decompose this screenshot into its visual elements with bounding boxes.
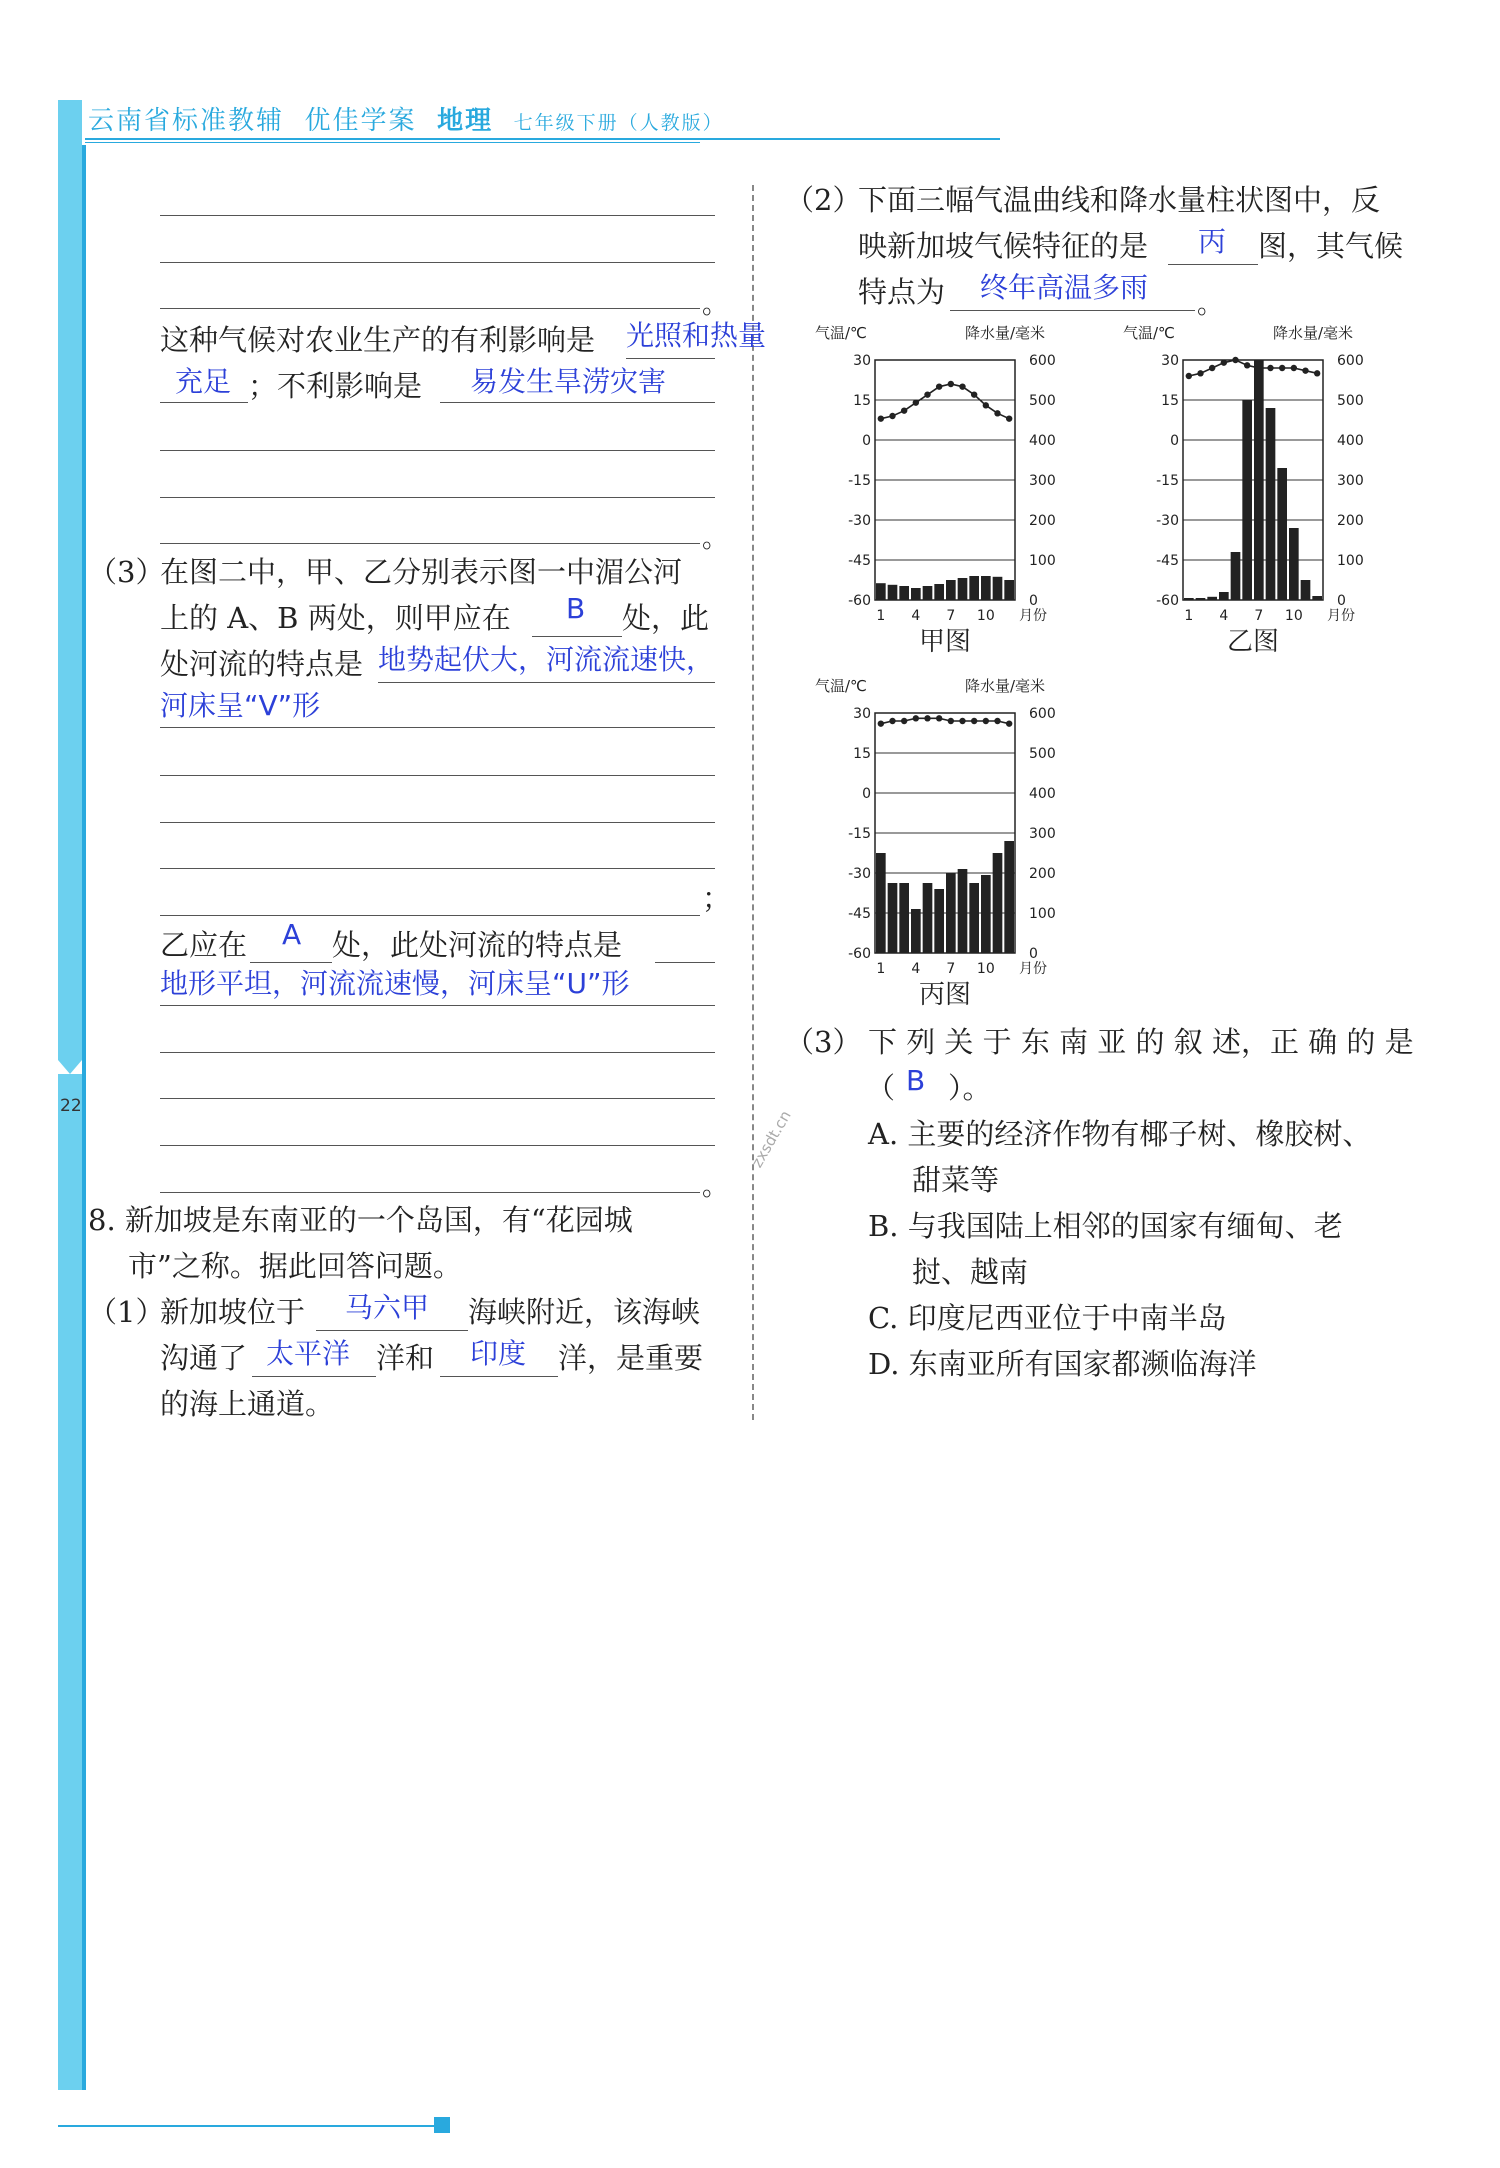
chart-temp-point	[889, 413, 895, 419]
chart-x-tick: 7	[946, 961, 956, 977]
period: 。	[1197, 290, 1224, 320]
chart-temp-tick: -30	[1156, 513, 1179, 529]
chart-temp-point	[901, 718, 907, 724]
chart-yi	[1123, 324, 1364, 655]
chart-temp-tick: 0	[862, 433, 871, 449]
page-number: 22	[60, 1096, 82, 1116]
question-text: 处，此处河流的特点是	[332, 928, 623, 962]
answer-advantage: 光照和热量	[626, 319, 767, 352]
chart-precip-bar	[946, 580, 956, 600]
chart-temp-point	[889, 718, 895, 724]
climate-chart-bing	[800, 668, 1120, 1018]
answer-jia-feature-cont: 河床呈“V”形	[160, 689, 321, 722]
header-grade: 七年级下册（人教版）	[513, 112, 724, 134]
chart-precip-tick: 400	[1337, 433, 1364, 449]
climate-chart-jia-yi	[800, 315, 1440, 655]
chart-temp-point	[983, 402, 989, 408]
answer-line	[1168, 264, 1258, 265]
chart-precip-bar	[993, 853, 1003, 953]
chart-temp-axis-label: 气温/℃	[1123, 324, 1175, 342]
question-text: 新加坡位于	[160, 1295, 306, 1329]
answer-chart-choice: 丙	[1198, 225, 1227, 258]
chart-temp-line	[881, 384, 1009, 419]
chart-precip-bar	[1004, 580, 1014, 600]
chart-temp-tick: -60	[848, 946, 871, 962]
chart-temp-point	[924, 715, 930, 721]
chart-title: 丙图	[918, 980, 972, 1010]
chart-precip-tick: 500	[1337, 393, 1364, 409]
chart-precip-bar	[934, 889, 944, 953]
chart-temp-point	[924, 391, 930, 397]
blank-line	[160, 868, 715, 869]
chart-precip-tick: 0	[1337, 593, 1346, 609]
answer-line	[252, 1376, 376, 1377]
blank-line	[160, 822, 715, 823]
chart-temp-point	[1209, 365, 1215, 371]
question-text: 处河流的特点是	[160, 647, 364, 681]
blank-line	[160, 450, 715, 451]
question-text: 在图二中，甲、乙分别表示图一中湄公河	[160, 555, 683, 589]
chart-temp-tick: 0	[862, 786, 871, 802]
answer-line	[950, 310, 1195, 311]
chart-x-tick: 1	[876, 961, 886, 977]
chart-temp-line	[881, 718, 1009, 723]
chart-precip-axis-label: 降水量/毫米	[1272, 324, 1353, 342]
chart-temp-point	[994, 410, 1000, 416]
header-book: 优佳学案	[304, 106, 417, 136]
chart-x-tick: 1	[1184, 608, 1194, 624]
chart-precip-tick: 600	[1029, 706, 1056, 722]
chart-precip-tick: 300	[1029, 826, 1056, 842]
answer-disadvantage: 易发生旱涝灾害	[470, 365, 667, 398]
header-series: 云南省标准教辅	[88, 106, 285, 136]
chart-temp-point	[913, 399, 919, 405]
chart-temp-point	[1232, 357, 1238, 363]
question-number: （1）	[88, 1295, 165, 1329]
chart-x-tick: 4	[911, 608, 921, 624]
chart-temp-tick: 30	[1161, 353, 1179, 369]
header-rule	[85, 138, 1000, 140]
question-text: 下 列 关 于 东 南 亚 的 叙 述，正 确 的 是	[868, 1025, 1414, 1059]
chart-temp-tick: 30	[853, 706, 871, 722]
chart-temp-point	[959, 383, 965, 389]
disadvantage-label: ；不利影响是	[248, 369, 423, 403]
chart-temp-point	[1221, 359, 1227, 365]
chart-precip-bar	[958, 578, 968, 600]
blank-line	[160, 308, 700, 309]
chart-precip-bar	[946, 873, 956, 953]
chart-temp-point	[1006, 720, 1012, 726]
chart-precip-bar	[1301, 580, 1311, 600]
chart-precip-bar	[1231, 552, 1241, 600]
answer-jia-location: B	[566, 592, 586, 625]
chart-precip-bar	[981, 875, 991, 953]
chart-precip-tick: 0	[1029, 946, 1038, 962]
question-text: 洋和	[376, 1341, 435, 1375]
blank-line	[160, 1145, 715, 1146]
chart-temp-point	[1186, 373, 1192, 379]
chart-temp-point	[1006, 415, 1012, 421]
chart-temp-axis-label: 气温/℃	[815, 324, 867, 342]
question-text: 下面三幅气温曲线和降水量柱状图中，反	[858, 183, 1381, 217]
chart-precip-bar	[888, 585, 898, 600]
chart-precip-bar	[1184, 598, 1194, 600]
chart-x-tick: 7	[946, 608, 956, 624]
chart-temp-point	[971, 391, 977, 397]
answer-line	[160, 1005, 715, 1006]
answer-line	[160, 727, 715, 728]
chart-precip-tick: 200	[1029, 513, 1056, 529]
blank-line	[160, 262, 715, 263]
chart-temp-tick: 30	[853, 353, 871, 369]
option-c: C. 印度尼西亚位于中南半岛	[868, 1301, 1227, 1335]
question-text: 沟通了	[160, 1341, 248, 1375]
chart-precip-axis-label: 降水量/毫米	[964, 677, 1045, 695]
chart-temp-tick: -60	[848, 593, 871, 609]
answer-line	[440, 1376, 558, 1377]
question-number: （3）	[88, 555, 165, 589]
chart-temp-tick: -15	[848, 473, 871, 489]
answer-line	[655, 962, 715, 963]
blank-line	[160, 215, 715, 216]
answer-choice: B	[906, 1064, 926, 1097]
left-margin-rule	[82, 145, 86, 2090]
answer-ocean-1: 太平洋	[266, 1337, 351, 1370]
question-text: 特点为	[858, 275, 946, 309]
answer-line	[378, 682, 715, 683]
answer-climate-feature: 终年高温多雨	[980, 271, 1149, 304]
chart-precip-bar	[969, 576, 979, 600]
chart-precip-bar	[934, 584, 944, 600]
question-text: 上的 A、B 两处，则甲应在	[160, 601, 511, 635]
blank-line	[160, 497, 715, 498]
chart-precip-bar	[1266, 408, 1276, 600]
chart-temp-point	[1302, 367, 1308, 373]
chart-temp-tick: -30	[848, 866, 871, 882]
chart-precip-bar	[888, 883, 898, 953]
chart-temp-point	[971, 718, 977, 724]
chart-temp-point	[1256, 365, 1262, 371]
chart-precip-bar	[1219, 592, 1229, 600]
climate-influence-text: 这种气候对农业生产的有利影响是	[160, 323, 596, 357]
chart-temp-point	[1279, 365, 1285, 371]
chart-temp-point	[994, 718, 1000, 724]
chart-precip-tick: 500	[1029, 746, 1056, 762]
chart-temp-tick: -30	[848, 513, 871, 529]
question-text: 图，其气候	[1258, 229, 1404, 263]
chart-jia	[815, 324, 1056, 655]
option-a-cont: 甜菜等	[912, 1163, 1000, 1197]
chart-temp-point	[948, 381, 954, 387]
answer-line	[440, 402, 715, 403]
chart-temp-point	[878, 720, 884, 726]
chart-temp-point	[1197, 370, 1203, 376]
chart-x-tick: 1	[876, 608, 886, 624]
chart-x-label: 月份	[1327, 608, 1355, 624]
chart-precip-bar	[1004, 841, 1014, 953]
chart-precip-bar	[1254, 360, 1264, 600]
chart-precip-bar	[923, 586, 933, 600]
question-text: 乙应在	[160, 928, 248, 962]
answer-strait: 马六甲	[345, 1291, 430, 1324]
chart-precip-bar	[923, 883, 933, 953]
chart-precip-bar	[911, 588, 921, 600]
chart-x-tick: 10	[976, 961, 995, 977]
chart-temp-axis-label: 气温/℃	[815, 677, 867, 695]
answer-line	[316, 1330, 468, 1331]
chart-title: 乙图	[1226, 627, 1280, 655]
chart-temp-tick: 0	[1170, 433, 1179, 449]
chart-title: 甲图	[918, 627, 972, 655]
chart-x-tick: 10	[1284, 608, 1303, 624]
answer-line	[160, 402, 248, 403]
question-8-text: 8. 新加坡是东南亚的一个岛国，有“花园城	[88, 1203, 633, 1237]
chart-precip-tick: 300	[1337, 473, 1364, 489]
chart-precip-tick: 100	[1337, 553, 1364, 569]
chart-precip-tick: 600	[1337, 353, 1364, 369]
chart-x-label: 月份	[1019, 608, 1047, 624]
option-d: D. 东南亚所有国家都濒临海洋	[868, 1347, 1257, 1381]
question-text: 洋，是重要	[558, 1341, 704, 1375]
question-text: 海峡附近，该海峡	[468, 1295, 701, 1329]
question-8-text: 市”之称。据此回答问题。	[128, 1249, 462, 1283]
bottom-rule	[58, 2125, 443, 2127]
question-number: （3）	[785, 1025, 862, 1059]
chart-precip-bar	[1277, 468, 1287, 600]
semicolon: ；	[702, 881, 732, 915]
answer-advantage-cont: 充足	[175, 365, 232, 398]
question-number: （2）	[785, 183, 862, 217]
chart-temp-tick: -45	[848, 553, 871, 569]
chart-temp-tick: 15	[853, 393, 871, 409]
chart-temp-tick: -45	[1156, 553, 1179, 569]
answer-line	[626, 358, 715, 359]
chart-temp-point	[983, 718, 989, 724]
chart-temp-point	[901, 407, 907, 413]
chart-bing	[815, 677, 1056, 1010]
bottom-corner-mark	[434, 2117, 450, 2133]
question-text: 的海上通道。	[160, 1387, 335, 1421]
period: 。	[702, 1172, 729, 1202]
paren-close: ）。	[948, 1071, 992, 1105]
blank-line	[160, 1098, 715, 1099]
chart-x-tick: 7	[1254, 608, 1264, 624]
watermark: zxsdt.cn	[747, 1107, 795, 1171]
option-b-cont: 挝、越南	[912, 1255, 1029, 1289]
header-subject: 地理	[437, 106, 494, 136]
option-b: B. 与我国陆上相邻的国家有缅甸、老	[868, 1209, 1343, 1243]
chart-precip-tick: 0	[1029, 593, 1038, 609]
chart-precip-bar	[969, 883, 979, 953]
blank-line	[160, 543, 700, 544]
answer-line	[532, 636, 622, 637]
chart-temp-tick: 15	[1161, 393, 1179, 409]
chart-temp-point	[948, 718, 954, 724]
chart-precip-bar	[1289, 528, 1299, 600]
chart-precip-bar	[876, 853, 886, 953]
chart-precip-bar	[911, 909, 921, 953]
chart-temp-point	[1267, 365, 1273, 371]
answer-yi-location: A	[282, 918, 302, 951]
chart-precip-tick: 400	[1029, 433, 1056, 449]
chart-x-label: 月份	[1019, 961, 1047, 977]
chart-precip-tick: 600	[1029, 353, 1056, 369]
question-text: 处，此	[622, 601, 710, 635]
blank-line	[160, 915, 700, 916]
chart-temp-point	[1314, 370, 1320, 376]
chart-precip-tick: 100	[1029, 553, 1056, 569]
chart-precip-bar	[876, 583, 886, 600]
blank-line	[160, 1052, 715, 1053]
chart-precip-tick: 500	[1029, 393, 1056, 409]
period: 。	[702, 524, 729, 554]
chart-temp-tick: -15	[848, 826, 871, 842]
header-rule-thin	[85, 142, 700, 143]
chart-temp-line	[1189, 360, 1317, 376]
chart-precip-tick: 100	[1029, 906, 1056, 922]
left-margin-bar	[58, 100, 82, 2090]
chart-temp-tick: -45	[848, 906, 871, 922]
chart-precip-tick: 200	[1029, 866, 1056, 882]
chart-temp-point	[936, 715, 942, 721]
chart-x-tick: 4	[911, 961, 921, 977]
chart-temp-point	[936, 383, 942, 389]
paren-open: （	[866, 1071, 896, 1105]
chart-temp-tick: 15	[853, 746, 871, 762]
option-a: A. 主要的经济作物有椰子树、橡胶树、	[868, 1117, 1372, 1151]
chart-precip-bar	[958, 869, 968, 953]
chart-precip-bar	[993, 577, 1003, 600]
chart-precip-bar	[981, 576, 991, 600]
chart-temp-tick: -15	[1156, 473, 1179, 489]
chart-temp-point	[959, 718, 965, 724]
chart-x-tick: 10	[976, 608, 995, 624]
period: 。	[702, 290, 729, 320]
chart-precip-tick: 300	[1029, 473, 1056, 489]
answer-yi-feature: 地形平坦，河流流速慢，河床呈“U”形	[160, 967, 630, 1000]
chart-precip-bar	[1207, 597, 1217, 600]
page-header	[88, 100, 724, 137]
blank-line	[160, 1192, 700, 1193]
answer-ocean-2: 印度	[470, 1337, 527, 1370]
question-text: 映新加坡气候特征的是	[858, 229, 1149, 263]
chart-precip-tick: 200	[1337, 513, 1364, 529]
chart-precip-tick: 400	[1029, 786, 1056, 802]
chart-temp-point	[1291, 365, 1297, 371]
chart-temp-point	[878, 415, 884, 421]
chart-precip-bar	[899, 883, 909, 953]
chart-precip-bar	[1242, 400, 1252, 600]
answer-jia-feature: 地势起伏大，河流流速快，	[378, 643, 715, 676]
chart-precip-bar	[1312, 596, 1322, 600]
chart-temp-tick: -60	[1156, 593, 1179, 609]
chart-precip-bar	[1196, 598, 1206, 600]
chart-temp-point	[913, 715, 919, 721]
page-tab-notch	[58, 1060, 82, 1074]
chart-temp-point	[1244, 362, 1250, 368]
blank-line	[160, 775, 715, 776]
column-divider	[752, 185, 754, 1420]
chart-precip-bar	[899, 586, 909, 600]
chart-x-tick: 4	[1219, 608, 1229, 624]
chart-precip-axis-label: 降水量/毫米	[964, 324, 1045, 342]
